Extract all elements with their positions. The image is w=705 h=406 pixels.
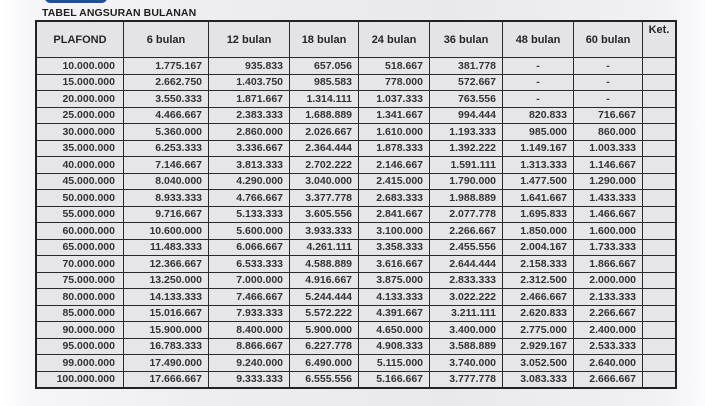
cell-60-bulan: 1.600.000 <box>574 223 643 240</box>
cell-48-bulan: - <box>503 74 574 91</box>
cell-36-bulan: 381.778 <box>430 58 503 75</box>
table-row <box>36 223 676 240</box>
cell-18-bulan: 6.227.778 <box>290 338 359 355</box>
cell-48-bulan: 1.477.500 <box>503 173 574 190</box>
cell-18-bulan: 3.605.556 <box>290 206 359 223</box>
cell-ket <box>643 107 677 124</box>
table-row <box>36 338 676 355</box>
cell-48-bulan: 2.004.167 <box>503 239 574 256</box>
cell-48-bulan: 2.466.667 <box>503 289 574 306</box>
cell-12-bulan: 9.333.333 <box>209 371 290 388</box>
table-row <box>36 355 676 372</box>
cell-48-bulan: 1.641.667 <box>503 190 574 207</box>
cell-12-bulan: 7.933.333 <box>209 305 290 322</box>
cell-36-bulan: 3.400.000 <box>430 322 503 339</box>
cell-6-bulan: 15.900.000 <box>124 322 209 339</box>
cell-36-bulan: 3.588.889 <box>430 338 503 355</box>
cell-48-bulan: 1.695.833 <box>503 206 574 223</box>
cell-6-bulan: 9.716.667 <box>124 206 209 223</box>
cell-18-bulan: 2.364.444 <box>290 140 359 157</box>
cell-plafond: 20.000.000 <box>36 91 124 108</box>
table-row <box>36 322 676 339</box>
table-row <box>36 256 676 273</box>
table-body <box>36 58 676 389</box>
document-title: TABEL ANGSURAN BULANAN <box>42 7 197 19</box>
cell-48-bulan: 3.052.500 <box>503 355 574 372</box>
cell-48-bulan: 1.850.000 <box>503 223 574 240</box>
installment-table <box>35 20 677 389</box>
cell-60-bulan: 1.733.333 <box>574 239 643 256</box>
table-row <box>36 239 676 256</box>
cell-60-bulan: 860.000 <box>574 124 643 141</box>
cell-ket <box>643 190 677 207</box>
cell-48-bulan: - <box>503 91 574 108</box>
cell-ket <box>643 256 677 273</box>
cell-plafond: 75.000.000 <box>36 272 124 289</box>
cell-60-bulan: - <box>574 91 643 108</box>
cell-12-bulan: 8.400.000 <box>209 322 290 339</box>
cell-18-bulan: 6.555.556 <box>290 371 359 388</box>
cell-18-bulan: 3.377.778 <box>290 190 359 207</box>
cell-ket <box>643 355 677 372</box>
cell-plafond: 40.000.000 <box>36 157 124 174</box>
cell-ket <box>643 371 677 388</box>
cell-18-bulan: 657.056 <box>290 58 359 75</box>
header-60-bulan: 60 bulan <box>574 21 643 58</box>
cell-plafond: 95.000.000 <box>36 338 124 355</box>
cell-48-bulan: 3.083.333 <box>503 371 574 388</box>
cell-24-bulan: 1.610.000 <box>359 124 430 141</box>
cell-plafond: 65.000.000 <box>36 239 124 256</box>
cell-60-bulan: 2.666.667 <box>574 371 643 388</box>
cell-6-bulan: 1.775.167 <box>124 58 209 75</box>
cell-6-bulan: 12.366.667 <box>124 256 209 273</box>
table-row <box>36 371 676 388</box>
cell-48-bulan: 2.158.333 <box>503 256 574 273</box>
table-row <box>36 107 676 124</box>
cell-18-bulan: 985.583 <box>290 74 359 91</box>
cell-12-bulan: 9.240.000 <box>209 355 290 372</box>
cell-ket <box>643 322 677 339</box>
cell-24-bulan: 3.100.000 <box>359 223 430 240</box>
cell-ket <box>643 338 677 355</box>
cell-plafond: 50.000.000 <box>36 190 124 207</box>
cell-48-bulan: 1.149.167 <box>503 140 574 157</box>
table-row <box>36 157 676 174</box>
cell-plafond: 55.000.000 <box>36 206 124 223</box>
cell-ket <box>643 272 677 289</box>
cell-18-bulan: 5.900.000 <box>290 322 359 339</box>
cell-24-bulan: 2.415.000 <box>359 173 430 190</box>
cell-plafond: 15.000.000 <box>36 74 124 91</box>
cell-12-bulan: 7.000.000 <box>209 272 290 289</box>
cell-36-bulan: 2.077.778 <box>430 206 503 223</box>
header-6-bulan: 6 bulan <box>124 21 209 58</box>
cell-6-bulan: 5.360.000 <box>124 124 209 141</box>
cell-24-bulan: 1.037.333 <box>359 91 430 108</box>
cell-48-bulan: 2.929.167 <box>503 338 574 355</box>
cell-plafond: 90.000.000 <box>36 322 124 339</box>
header-plafond: PLAFOND <box>36 21 124 58</box>
cell-ket <box>643 58 677 75</box>
cell-24-bulan: 3.875.000 <box>359 272 430 289</box>
cell-60-bulan: 2.000.000 <box>574 272 643 289</box>
cell-36-bulan: 572.667 <box>430 74 503 91</box>
table-row <box>36 124 676 141</box>
cell-6-bulan: 16.783.333 <box>124 338 209 355</box>
cell-36-bulan: 1.988.889 <box>430 190 503 207</box>
cell-60-bulan: 2.133.333 <box>574 289 643 306</box>
cell-12-bulan: 5.133.333 <box>209 206 290 223</box>
table-row <box>36 305 676 322</box>
cell-plafond: 35.000.000 <box>36 140 124 157</box>
cell-36-bulan: 3.022.222 <box>430 289 503 306</box>
cell-48-bulan: 2.775.000 <box>503 322 574 339</box>
cell-24-bulan: 5.115.000 <box>359 355 430 372</box>
cell-12-bulan: 7.466.667 <box>209 289 290 306</box>
cell-18-bulan: 2.702.222 <box>290 157 359 174</box>
cell-36-bulan: 3.740.000 <box>430 355 503 372</box>
cell-12-bulan: 935.833 <box>209 58 290 75</box>
cell-12-bulan: 4.766.667 <box>209 190 290 207</box>
header-12-bulan: 12 bulan <box>209 21 290 58</box>
cell-12-bulan: 1.403.750 <box>209 74 290 91</box>
cell-24-bulan: 4.133.333 <box>359 289 430 306</box>
header-24-bulan: 24 bulan <box>359 21 430 58</box>
cell-36-bulan: 3.211.111 <box>430 305 503 322</box>
cell-18-bulan: 2.026.667 <box>290 124 359 141</box>
cell-6-bulan: 6.253.333 <box>124 140 209 157</box>
cell-60-bulan: 1.433.333 <box>574 190 643 207</box>
cell-36-bulan: 763.556 <box>430 91 503 108</box>
cell-12-bulan: 1.871.667 <box>209 91 290 108</box>
header-36-bulan: 36 bulan <box>430 21 503 58</box>
cell-36-bulan: 994.444 <box>430 107 503 124</box>
cell-60-bulan: 1.290.000 <box>574 173 643 190</box>
cell-24-bulan: 2.146.667 <box>359 157 430 174</box>
header-ket: Ket. <box>643 21 677 58</box>
cell-6-bulan: 17.490.000 <box>124 355 209 372</box>
cell-24-bulan: 1.341.667 <box>359 107 430 124</box>
cell-18-bulan: 5.572.222 <box>290 305 359 322</box>
cell-36-bulan: 2.644.444 <box>430 256 503 273</box>
cell-plafond: 60.000.000 <box>36 223 124 240</box>
header-18-bulan: 18 bulan <box>290 21 359 58</box>
table-row <box>36 173 676 190</box>
cell-6-bulan: 8.040.000 <box>124 173 209 190</box>
cell-6-bulan: 11.483.333 <box>124 239 209 256</box>
cell-plafond: 45.000.000 <box>36 173 124 190</box>
cell-12-bulan: 2.383.333 <box>209 107 290 124</box>
cell-ket <box>643 91 677 108</box>
cell-24-bulan: 2.683.333 <box>359 190 430 207</box>
cell-6-bulan: 7.146.667 <box>124 157 209 174</box>
cell-24-bulan: 2.841.667 <box>359 206 430 223</box>
cell-18-bulan: 5.244.444 <box>290 289 359 306</box>
cell-36-bulan: 1.193.333 <box>430 124 503 141</box>
cell-48-bulan: 820.833 <box>503 107 574 124</box>
cell-12-bulan: 3.336.667 <box>209 140 290 157</box>
table-row <box>36 190 676 207</box>
cell-60-bulan: - <box>574 74 643 91</box>
cell-18-bulan: 1.688.889 <box>290 107 359 124</box>
table-header-row <box>36 21 676 58</box>
cell-12-bulan: 6.066.667 <box>209 239 290 256</box>
cell-plafond: 100.000.000 <box>36 371 124 388</box>
cell-24-bulan: 518.667 <box>359 58 430 75</box>
cell-18-bulan: 4.916.667 <box>290 272 359 289</box>
cell-24-bulan: 1.878.333 <box>359 140 430 157</box>
cell-12-bulan: 2.860.000 <box>209 124 290 141</box>
table-row <box>36 140 676 157</box>
cell-36-bulan: 2.455.556 <box>430 239 503 256</box>
cell-18-bulan: 3.040.000 <box>290 173 359 190</box>
table-row <box>36 289 676 306</box>
cell-plafond: 80.000.000 <box>36 289 124 306</box>
cell-plafond: 30.000.000 <box>36 124 124 141</box>
cell-12-bulan: 3.813.333 <box>209 157 290 174</box>
cell-plafond: 10.000.000 <box>36 58 124 75</box>
cell-6-bulan: 14.133.333 <box>124 289 209 306</box>
cell-6-bulan: 4.466.667 <box>124 107 209 124</box>
cell-plafond: 25.000.000 <box>36 107 124 124</box>
cell-60-bulan: 2.640.000 <box>574 355 643 372</box>
cell-60-bulan: 2.533.333 <box>574 338 643 355</box>
cell-48-bulan: - <box>503 58 574 75</box>
cell-48-bulan: 2.312.500 <box>503 272 574 289</box>
cell-24-bulan: 4.908.333 <box>359 338 430 355</box>
header-48-bulan: 48 bulan <box>503 21 574 58</box>
cell-18-bulan: 4.261.111 <box>290 239 359 256</box>
table-row <box>36 58 676 75</box>
cell-48-bulan: 1.313.333 <box>503 157 574 174</box>
cell-60-bulan: 716.667 <box>574 107 643 124</box>
cell-24-bulan: 3.616.667 <box>359 256 430 273</box>
cell-ket <box>643 74 677 91</box>
cell-ket <box>643 305 677 322</box>
cell-ket <box>643 173 677 190</box>
cell-24-bulan: 3.358.333 <box>359 239 430 256</box>
cell-6-bulan: 2.662.750 <box>124 74 209 91</box>
cell-12-bulan: 8.866.667 <box>209 338 290 355</box>
cell-12-bulan: 6.533.333 <box>209 256 290 273</box>
cell-12-bulan: 5.600.000 <box>209 223 290 240</box>
cell-12-bulan: 4.290.000 <box>209 173 290 190</box>
cell-24-bulan: 5.166.667 <box>359 371 430 388</box>
cell-48-bulan: 985.000 <box>503 124 574 141</box>
cell-60-bulan: 1.146.667 <box>574 157 643 174</box>
cell-60-bulan: 1.466.667 <box>574 206 643 223</box>
cell-24-bulan: 4.650.000 <box>359 322 430 339</box>
cell-18-bulan: 3.933.333 <box>290 223 359 240</box>
table-row <box>36 206 676 223</box>
cell-36-bulan: 1.790.000 <box>430 173 503 190</box>
cell-ket <box>643 206 677 223</box>
table-row <box>36 91 676 108</box>
table-row <box>36 74 676 91</box>
cell-36-bulan: 2.833.333 <box>430 272 503 289</box>
cell-ket <box>643 289 677 306</box>
cell-18-bulan: 4.588.889 <box>290 256 359 273</box>
cell-60-bulan: 2.266.667 <box>574 305 643 322</box>
cell-60-bulan: 1.003.333 <box>574 140 643 157</box>
cell-6-bulan: 10.600.000 <box>124 223 209 240</box>
cell-6-bulan: 8.933.333 <box>124 190 209 207</box>
cell-ket <box>643 223 677 240</box>
cell-36-bulan: 1.591.111 <box>430 157 503 174</box>
cell-60-bulan: - <box>574 58 643 75</box>
cell-60-bulan: 2.400.000 <box>574 322 643 339</box>
cell-6-bulan: 17.666.667 <box>124 371 209 388</box>
cell-6-bulan: 15.016.667 <box>124 305 209 322</box>
cell-36-bulan: 3.777.778 <box>430 371 503 388</box>
cell-18-bulan: 6.490.000 <box>290 355 359 372</box>
cell-6-bulan: 3.550.333 <box>124 91 209 108</box>
cell-ket <box>643 157 677 174</box>
cell-plafond: 85.000.000 <box>36 305 124 322</box>
cell-36-bulan: 2.266.667 <box>430 223 503 240</box>
cell-24-bulan: 4.391.667 <box>359 305 430 322</box>
cell-ket <box>643 140 677 157</box>
cell-ket <box>643 124 677 141</box>
cell-plafond: 99.000.000 <box>36 355 124 372</box>
logo-strip <box>45 0 107 3</box>
cell-ket <box>643 239 677 256</box>
cell-plafond: 70.000.000 <box>36 256 124 273</box>
table-row <box>36 272 676 289</box>
cell-48-bulan: 2.620.833 <box>503 305 574 322</box>
cell-24-bulan: 778.000 <box>359 74 430 91</box>
cell-6-bulan: 13.250.000 <box>124 272 209 289</box>
cell-18-bulan: 1.314.111 <box>290 91 359 108</box>
cell-60-bulan: 1.866.667 <box>574 256 643 273</box>
cell-36-bulan: 1.392.222 <box>430 140 503 157</box>
